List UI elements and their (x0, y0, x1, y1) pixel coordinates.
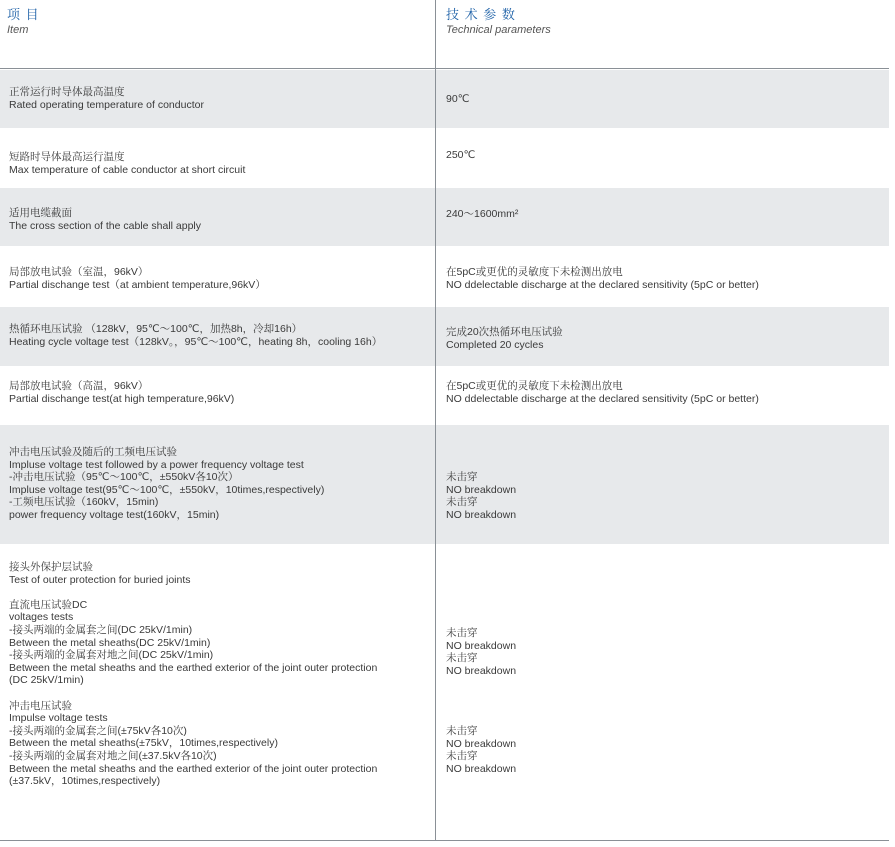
row-param: 未击穿 NO breakdown 未击穿 NO breakdown (446, 471, 517, 521)
header-item-zh: 项 目 (7, 7, 40, 22)
header-param-zh: 技 术 参 数 (446, 7, 516, 22)
table-row-outer-protection (0, 544, 889, 840)
row-param: 在5pC或更优的灵敏度下未检测出放电 NO ddelectable discharge at the declared sensitivity (5pC or better) (446, 380, 759, 405)
row-param: 250℃ (446, 149, 476, 161)
row-item: 局部放电试验（室温，96kV） Partial dischange test（at ambient temperature,96kV） (9, 266, 266, 291)
row-item: 局部放电试验（高温，96kV） Partial dischange test(at high temperature,96kV) (9, 380, 235, 405)
row-item: 短路时导体最高运行温度 Max temperature of cable conductor at short circuit (9, 151, 246, 176)
header-param (446, 7, 551, 38)
row-param: 完成20次热循环电压试验 Completed 20 cycles (446, 326, 563, 351)
table-row-cross-section (0, 188, 889, 246)
row-item: 接头外保护层试验 Test of outer protection for buried joints 直流电压试验DC voltages tests -接头两端的金属套之间(DC 25kV/1min) Between the metal sheaths(DC 25kV/1min) -接头两端的金属套对地之间(DC 25kV/1min) Between the metal sheaths and the earthed exterior of the joint outer protection (DC 25kV/1min) 冲击电压试验 Impulse voltage tests -接头两端的金属套之间(±75kV各10次) Between the metal sheaths(±75kV，10times,respectively) -接头两端的金属套对地之间(±37.5kV各10次) Between the metal sheaths and the earthed exterior of the joint outer protection (±37.5kV，10times,respectively) (9, 561, 378, 788)
row-param: 240～1600mm² (446, 208, 519, 220)
header-divider (0, 68, 889, 69)
header-param-en: Technical parameters (446, 24, 551, 36)
table-row-pd-ambient (0, 246, 889, 307)
row-param-dc: 未击穿 NO breakdown 未击穿 NO breakdown (446, 627, 517, 677)
table-row-rated-temp (0, 70, 889, 128)
table-bottom-border (0, 840, 889, 841)
header-item-en: Item (7, 24, 29, 36)
header-item (7, 7, 40, 38)
table-row-pd-high-temp (0, 366, 889, 425)
row-item: 适用电缆截面 The cross section of the cable shall apply (9, 207, 202, 232)
row-item: 正常运行时导体最高温度 Rated operating temperature of conductor (9, 86, 204, 111)
row-item: 热循环电压试验 （128kV，95℃～100℃，加热8h，冷却16h） Heating cycle voltage test（128kV。，95℃～100℃，heating 8h，cooling 16h） (9, 323, 383, 348)
column-divider (435, 0, 436, 840)
table-row-heating-cycle (0, 307, 889, 366)
table-row-short-circuit-temp (0, 128, 889, 188)
row-param: 在5pC或更优的灵敏度下未检测出放电 NO ddelectable discharge at the declared sensitivity (5pC or better) (446, 266, 759, 291)
row-item: 冲击电压试验及随后的工频电压试验 Impluse voltage test followed by a power frequency voltage test -冲击电压试验（95℃～100℃，±550kV各10次） Impluse voltage test(95℃～100℃，±550kV，10times,respectively) -工频电压试验（160kV，15min) power frequency voltage test(160kV，15min) (9, 446, 325, 521)
row-param-impulse: 未击穿 NO breakdown 未击穿 NO breakdown (446, 725, 517, 775)
table-row-impulse-voltage (0, 425, 889, 544)
row-param: 90℃ (446, 93, 470, 105)
